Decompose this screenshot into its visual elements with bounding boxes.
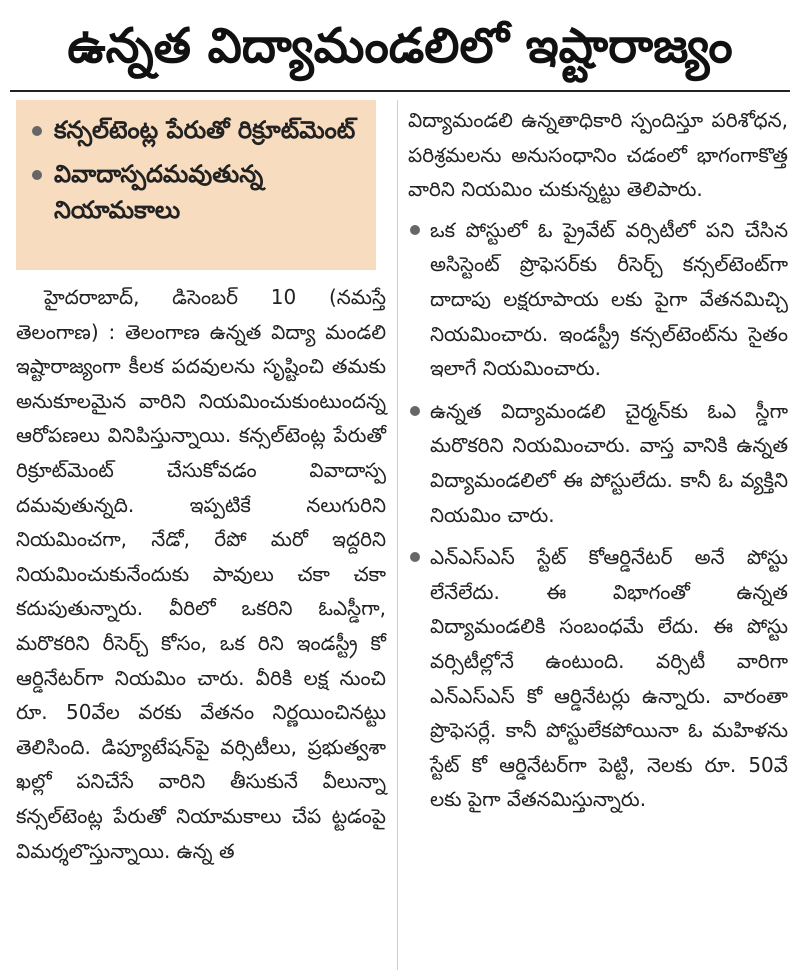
bullet-paragraph <box>408 540 788 817</box>
bullet-icon <box>410 225 420 235</box>
bullet-text: ఎన్‌ఎస్‌ఎస్ స్టేట్ కోఆర్డినేటర్ అనే పోస్టు లేనేలేదు. ఈ విభాగంతో ఉన్నత విద్యామండలికి సంబంధమే లేదు. ఈ పోస్టు వర్సిటీల్లోనే ఉంటుంది. వర్సిటీ వారిగా ఎన్‌ఎస్‌ఎస్ కో ఆర్డినేటర్లు ఉన్నారు. వారంతా ప్రొఫెసర్లే. కానీ పోస్టులేకపోయినా ఓ మహిళను స్టేట్ కో ఆర్డినేటర్‌గా పెట్టి, నెలకు రూ. 50వే లకు పైగా వేతనమిస్తున్నారు. <box>430 545 788 812</box>
left-column <box>16 280 386 874</box>
article-body: హైదరాబాద్, డిసెంబర్ 10 (నమస్తే తెలంగాణ) : తెలంగాణ ఉన్నత విద్యా మండలి ఇష్టారాజ్యంగా కీలక పదవులను సృష్టించి తమకు అనుకూలమైన వారిని నియమించుకుంటుందన్న ఆరోపణలు వినిపిస్తున్నాయి. కన్సల్‌టెంట్ల పేరుతో రిక్రూట్‌మెంట్ చేసుకోవడం వివాదాస్ప దమవుతున్నది. ఇప్పటికే నలుగురిని నియమించగా, నేడో, రేపో మరో ఇద్దరిని నియమించుకునేందుకు పావులు చకా చకా కదుపుతున్నారు. వీరిలో ఒకరిని ఓఎస్డీగా, మరొకరిని రీసెర్చ్ కోసం, ఒక రిని ఇండస్ట్రీ కో ఆర్డినేటర్‌గా నియమిం చారు. వీరికి లక్ష నుంచి రూ. 50వేల వరకు వేతనం నిర్ణయించినట్టు తెలిసింది. డిప్యూటేషన్‌పై వర్సిటీలు, ప్రభుత్వశా ఖల్లో పనిచేసే వారిని తీసుకునే వీలున్నా కన్సల్‌టెంట్ల పేరుతో నియామకాలు చేప ట్టడంపై విమర్శలొస్తున్నాయి. ఉన్న త <box>16 285 386 863</box>
column-divider <box>397 100 398 970</box>
bullet-paragraph <box>408 213 788 386</box>
bullet-icon <box>32 126 42 136</box>
article-continuation: విద్యామండలి ఉన్నతాధికారి స్పందిస్తూ పరిశోధన, పరిశ్రమలను అనుసంధానిం చడంలో భాగంగాకొత్త వారిని నియమిం చుకున్నట్టు తెలిపారు. <box>408 108 788 202</box>
bullet-icon <box>410 552 420 562</box>
highlight-item <box>32 156 360 228</box>
headline: ఉన్నత విద్యామండలిలో ఇష్టారాజ్యం <box>67 18 733 74</box>
bullet-text: ఉన్నత విద్యామండలి చైర్మన్‌కు ఓఎ స్డీగా మరొకరిని నియమించారు. వాస్త వానికి ఉన్నత విద్యామండలిలో ఈ పోస్టులేదు. కానీ ఓ వ్యక్తిని నియమిం చారు. <box>430 398 788 527</box>
right-column <box>408 103 788 825</box>
bullet-icon <box>410 406 420 416</box>
bullet-paragraph <box>408 394 788 532</box>
bullet-text: ఒక పోస్టులో ఓ ప్రైవేట్ వర్సిటీలో పని చేసిన అసిస్టెంట్ ప్రొఫెసర్‌కు రీసెర్చ్ కన్సల్‌టెంట్‌గా దాదాపు లక్షరూపాయ లకు పైగా వేతనమిచ్చి నియమించారు. ఇండస్ట్రీ కన్సల్‌టెంట్‌ను సైతం ఇలాగే నియమించారు. <box>430 217 788 381</box>
highlights-box <box>16 100 376 270</box>
headline-rule <box>10 90 790 92</box>
highlight-text: కన్సల్‌టెంట్ల పేరుతో రిక్రూట్‌మెంట్ <box>54 116 356 144</box>
highlight-text: వివాదాస్పదమవుతున్న నియామకాలు <box>54 160 264 224</box>
highlight-item <box>32 112 360 148</box>
bullet-icon <box>32 170 42 180</box>
